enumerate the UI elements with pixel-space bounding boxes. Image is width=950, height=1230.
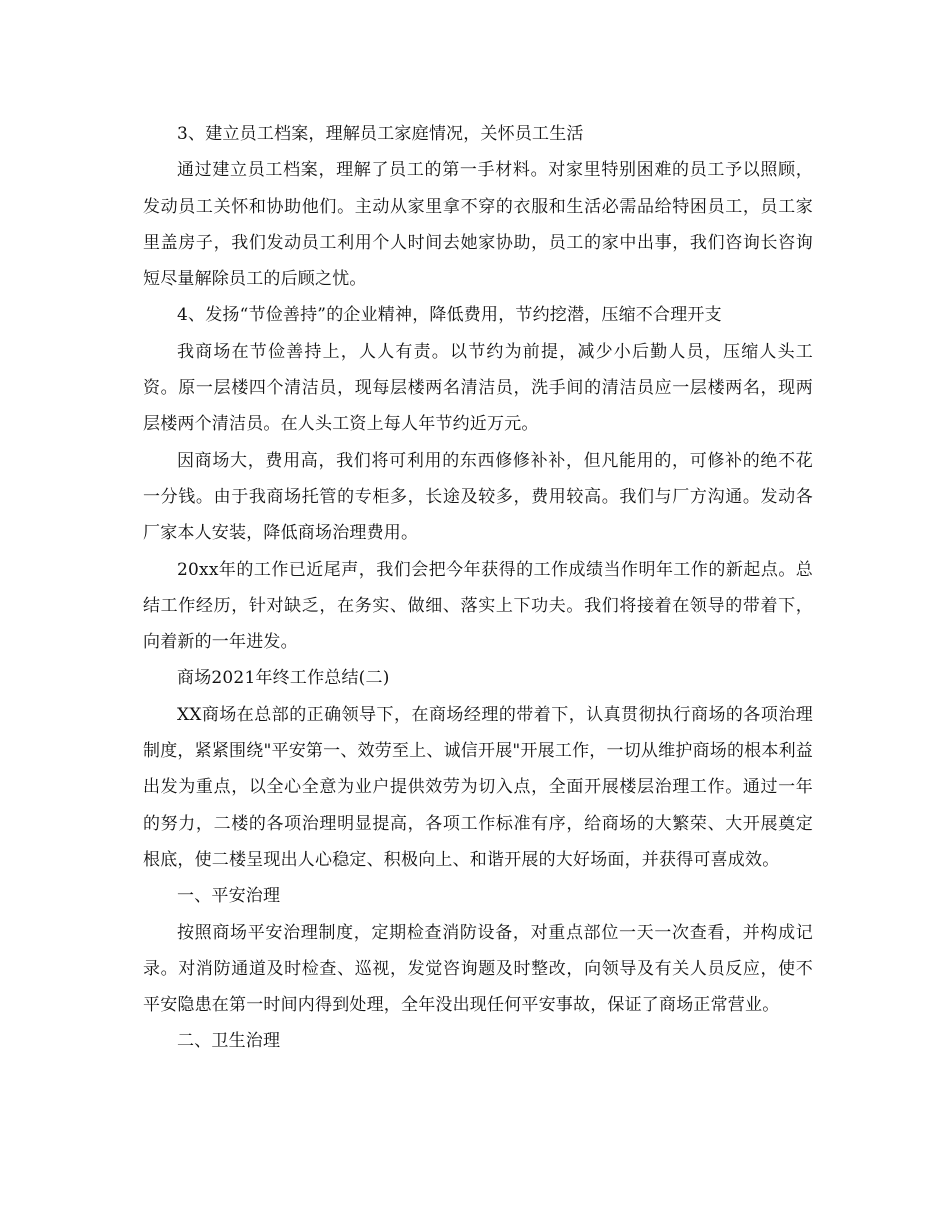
- body-paragraph: 我商场在节俭善持上，人人有责。以节约为前提，减少小后勤人员，压缩人头工资。原一层楼四个清洁员，现每层楼两名清洁员，洗手间的清洁员应一层楼两名，现两层楼两个清洁员。在人头工资上每人年节约近万元。: [143, 341, 813, 435]
- section-heading-employee-files: 3、建立员工档案，理解员工家庭情况，关怀员工生活: [177, 124, 584, 144]
- document-body: [143, 116, 813, 1060]
- section-heading-hygiene: 二、卫生治理: [177, 1031, 281, 1052]
- section-heading-safety: 一、平安治理: [177, 886, 281, 907]
- document-subtitle: 商场2021年终工作总结(二): [177, 668, 390, 689]
- body-paragraph: 通过建立员工档案，理解了员工的第一手材料。对家里特别困难的员工予以照顾，发动员工关怀和协助他们。主动从家里拿不穿的衣服和生活必需品给特困员工，员工家里盖房子，我们发动员工利用个人时间去她家协助，员工的家中出事，我们咨询长咨询短尽量解除员工的后顾之忧。: [143, 160, 813, 290]
- body-paragraph: 因商场大，费用高，我们将可利用的东西修修补补，但凡能用的，可修补的绝不花一分钱。由于我商场托管的专柜多，长途及较多，费用较高。我们与厂方沟通。发动各厂家本人安装，降低商场治理费用。: [143, 450, 813, 544]
- body-paragraph: XX商场在总部的正确领导下，在商场经理的带着下，认真贯彻执行商场的各项治理制度，紧紧围绕"平安第一、效劳至上、诚信开展"开展工作，一切从维护商场的根本利益出发为重点，以全心全意为业户提供效劳为切入点，全面开展楼层治理工作。通过一年的努力，二楼的各项治理明显提高，各项工作标准有序，给商场的大繁荣、大开展奠定根底，使二楼呈现出人心稳定、积极向上、和谐开展的大好场面，并获得可喜成效。: [143, 704, 813, 870]
- body-paragraph: 20xx年的工作已近尾声，我们会把今年获得的工作成绩当作明年工作的新起点。总结工作经历，针对缺乏，在务实、做细、落实上下功夫。我们将接着在领导的带着下，向着新的一年进发。: [143, 559, 813, 653]
- section-heading-thrift: 4、发扬“节俭善持”的企业精神，降低费用，节约挖潜，压缩不合理开支: [177, 305, 722, 326]
- body-paragraph: 按照商场平安治理制度，定期检查消防设备，对重点部位一天一次查看，并构成记录。对消防通道及时检查、巡视，发觉咨询题及时整改，向领导及有关人员反应，使不平安隐患在第一时间内得到处理，全年没出现任何平安事故，保证了商场正常营业。: [143, 922, 813, 1016]
